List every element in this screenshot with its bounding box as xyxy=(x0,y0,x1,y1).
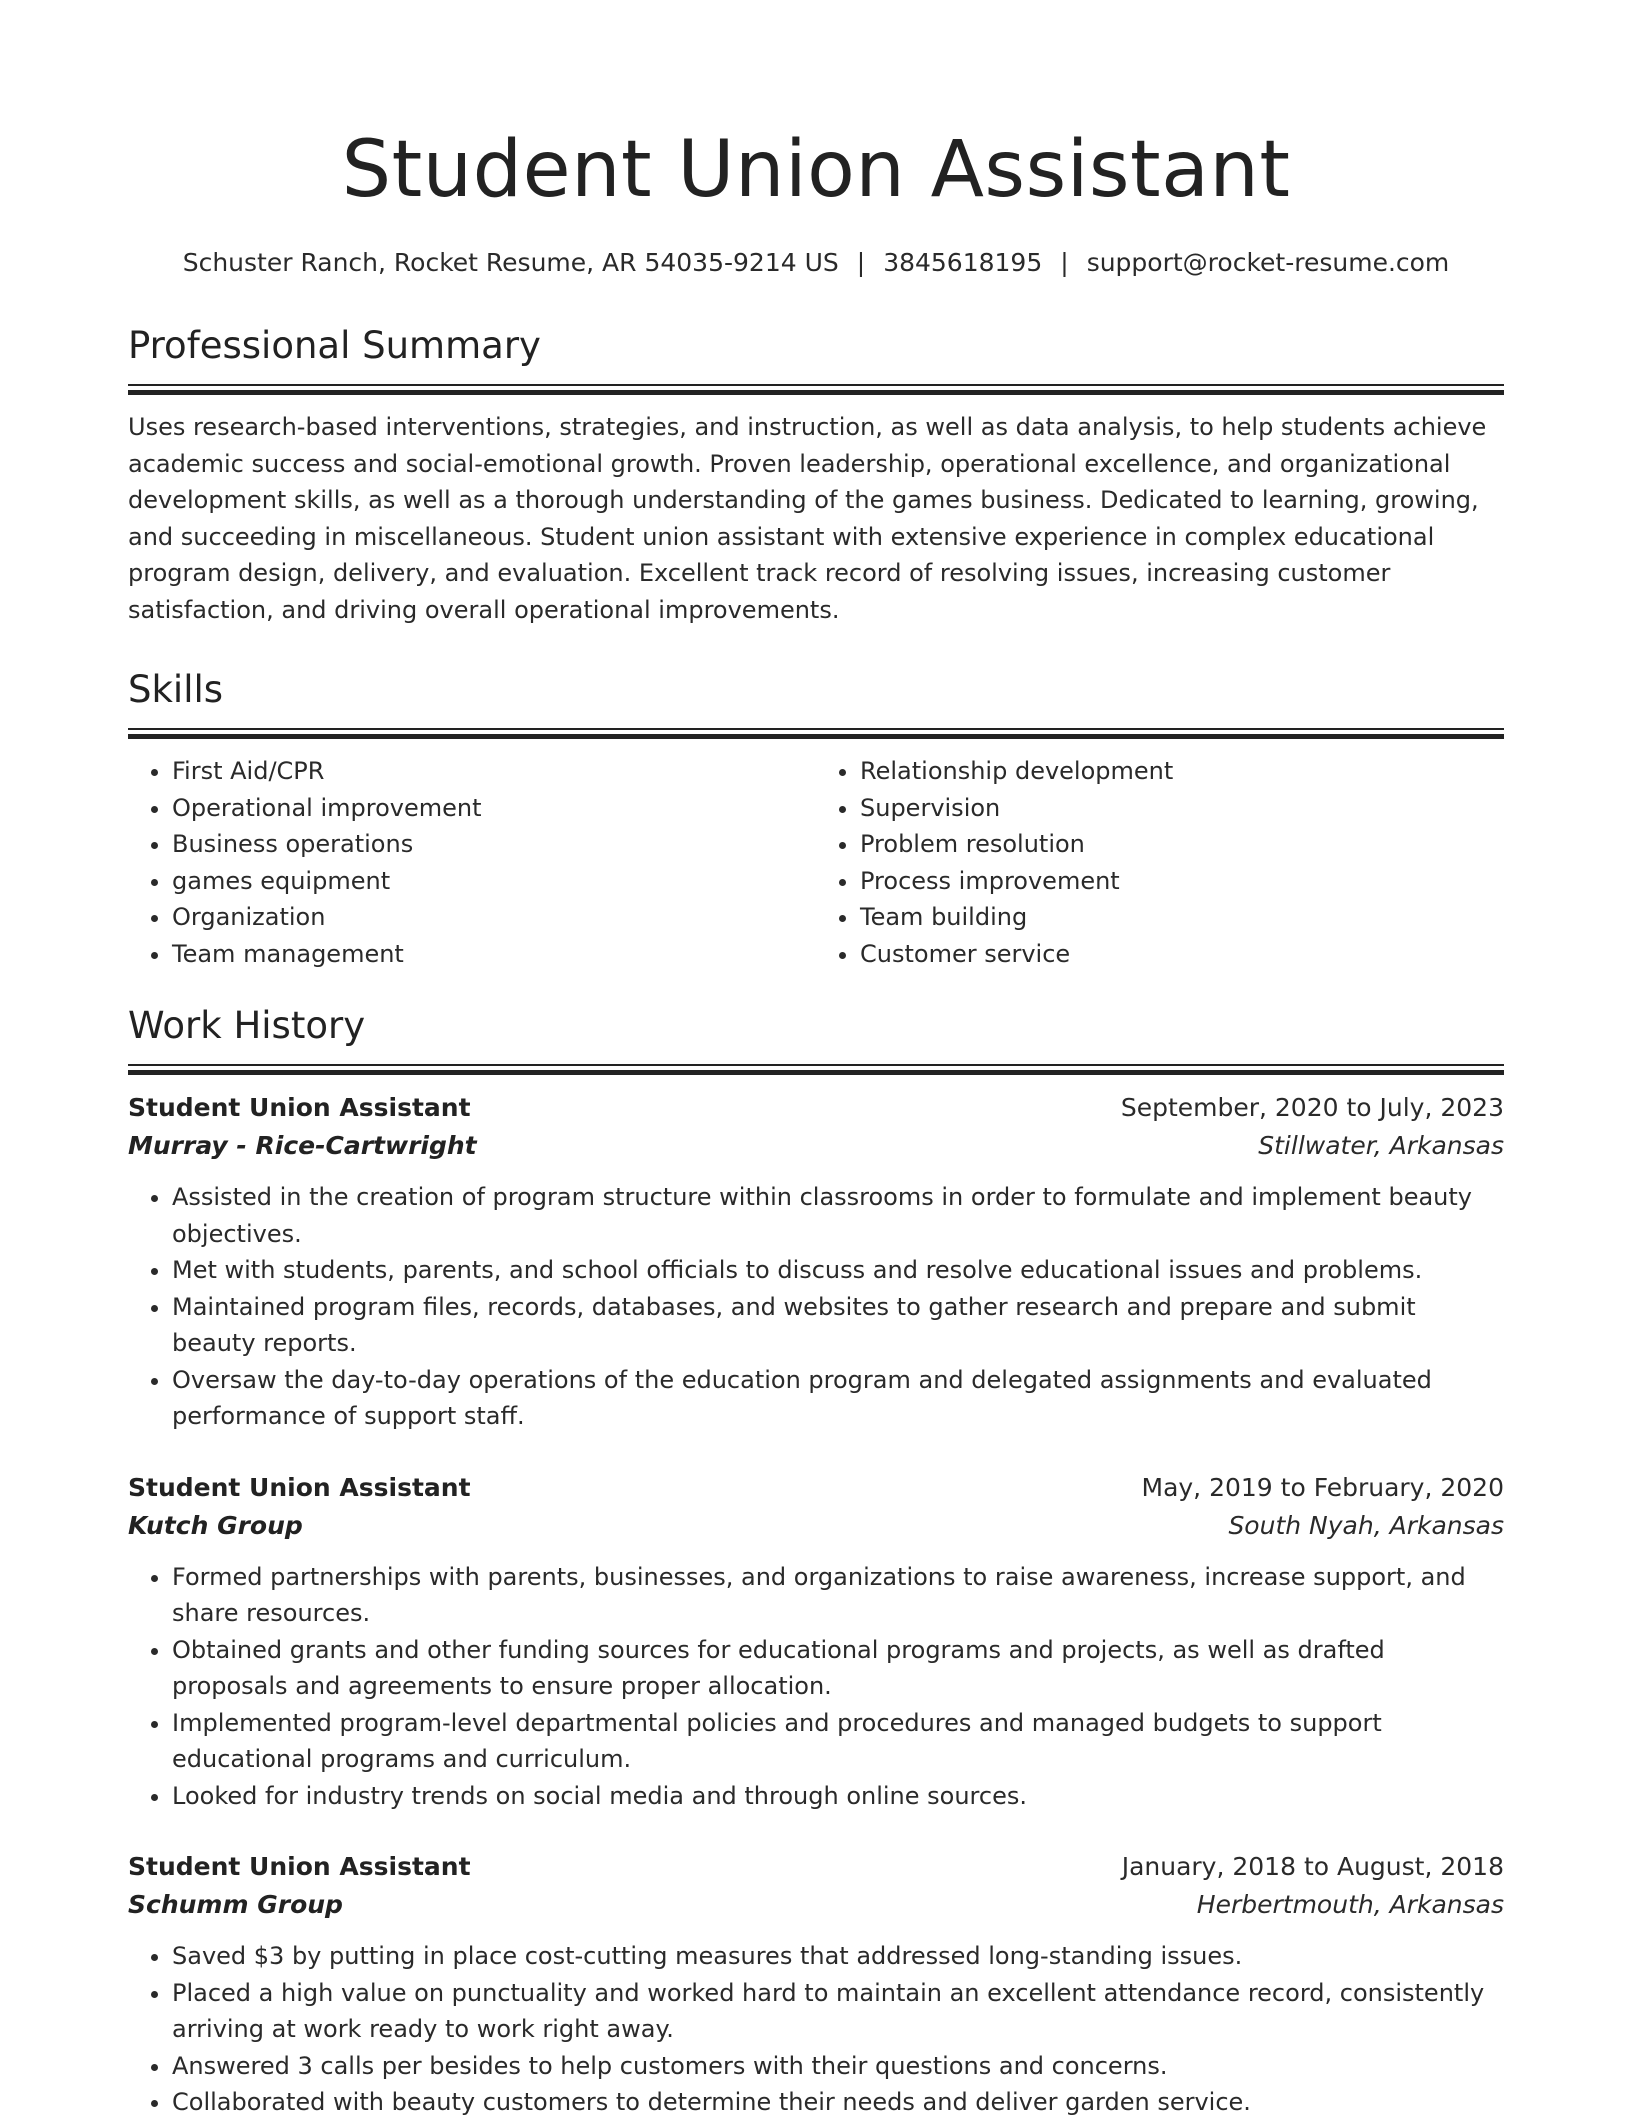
skill-item: • Organization xyxy=(172,899,816,936)
job-bullets xyxy=(128,1559,1504,1815)
skills-list-right xyxy=(816,753,1504,972)
job-entry xyxy=(128,1469,1504,1815)
skill-item: • Supervision xyxy=(860,790,1504,827)
summary-section xyxy=(128,322,1504,628)
job-location: Herbertmouth, Arkansas xyxy=(1196,1890,1504,1919)
job-dates: May, 2019 to February, 2020 xyxy=(1141,1472,1504,1502)
job-title: Student Union Assistant xyxy=(128,1852,471,1881)
job-bullet: • Saved $3 by putting in place cost-cutting measures that addressed long-standing issues. xyxy=(172,1938,1504,1975)
job-title: Student Union Assistant xyxy=(128,1093,471,1122)
job-dates: September, 2020 to July, 2023 xyxy=(1120,1093,1504,1122)
skills-columns xyxy=(128,753,1504,972)
contact-line xyxy=(128,246,1504,280)
job-bullet: • Maintained program files, records, databases, and websites to gather research and prepare and submit beauty reports. xyxy=(172,1289,1504,1362)
job-bullet: • Formed partnerships with parents, businesses, and organizations to raise awareness, increase support, and share resources. xyxy=(172,1559,1504,1632)
contact-separator: | xyxy=(1060,248,1069,277)
job-bullet: • Implemented program-level departmental policies and procedures and managed budgets to support educational programs and curriculum. xyxy=(172,1705,1504,1778)
work-history-heading: Work History xyxy=(128,1004,366,1047)
contact-address: Schuster Ranch, Rocket Resume, AR 54035-9214 US xyxy=(182,248,839,277)
work-history-section xyxy=(128,1002,1504,2121)
section-divider xyxy=(128,384,1504,395)
contact-phone: 3845618195 xyxy=(883,248,1043,277)
skill-item: • First Aid/CPR xyxy=(172,753,816,790)
job-bullet: • Looked for industry trends on social media and through online sources. xyxy=(172,1778,1504,1815)
summary-heading: Professional Summary xyxy=(128,324,541,367)
contact-email: support@rocket-resume.com xyxy=(1086,248,1450,277)
job-bullet: • Met with students, parents, and school officials to discuss and resolve educational issues and problems. xyxy=(172,1252,1504,1289)
skill-item: • games equipment xyxy=(172,863,816,900)
job-company: Murray - Rice-Cartwright xyxy=(128,1131,477,1160)
job-title: Student Union Assistant xyxy=(128,1472,471,1502)
job-location: Stillwater, Arkansas xyxy=(1258,1131,1504,1160)
job-bullet: • Collaborated with beauty customers to determine their needs and deliver garden service. xyxy=(172,2084,1504,2121)
skill-item: • Process improvement xyxy=(860,863,1504,900)
contact-separator: | xyxy=(856,248,866,277)
job-entry xyxy=(128,1848,1504,2121)
job-location: South Nyah, Arkansas xyxy=(1228,1510,1504,1540)
job-dates: January, 2018 to August, 2018 xyxy=(1121,1852,1504,1881)
job-bullets xyxy=(128,1179,1504,1435)
skills-section xyxy=(128,666,1504,972)
job-bullet: • Placed a high value on punctuality and worked hard to maintain an excellent attendance record, consistently arriving at work ready to work right away. xyxy=(172,1975,1504,2048)
skill-item: • Operational improvement xyxy=(172,790,816,827)
skill-item: • Business operations xyxy=(172,826,816,863)
skills-list-left xyxy=(128,753,816,972)
job-bullet: • Obtained grants and other funding sources for educational programs and projects, as well as drafted proposals and agreements to ensure proper allocation. xyxy=(172,1632,1504,1705)
resume-title: Student Union Assistant xyxy=(341,125,1291,215)
job-company: Schumm Group xyxy=(128,1890,343,1919)
skill-item: • Team management xyxy=(172,936,816,973)
skill-item: • Problem resolution xyxy=(860,826,1504,863)
job-entry xyxy=(128,1089,1504,1435)
job-bullet: • Answered 3 calls per besides to help customers with their questions and concerns. xyxy=(172,2048,1504,2085)
skills-heading: Skills xyxy=(128,668,224,711)
section-divider xyxy=(128,728,1504,739)
summary-text: Uses research-based interventions, strategies, and instruction, as well as data analysis, to help students achieve academic success and social-emotional growth. Proven leadership, operational excellence, and organizational development skills, as well as a thorough understanding of the games business. Dedicated to learning, growing, and succeeding in miscellaneous. Student union assistant with extensive experience in complex educational program design, delivery, and evaluation. Excellent track record of resolving issues, increasing customer satisfaction, and driving overall operational improvements. xyxy=(128,413,1487,624)
job-bullet: • Oversaw the day-to-day operations of the education program and delegated assignments and evaluated performance of support staff. xyxy=(172,1362,1504,1435)
job-bullet: • Assisted in the creation of program structure within classrooms in order to formulate and implement beauty objectives. xyxy=(172,1179,1504,1252)
job-company: Kutch Group xyxy=(128,1510,303,1540)
skill-item: • Relationship development xyxy=(860,753,1504,790)
section-divider xyxy=(128,1064,1504,1075)
skill-item: • Team building xyxy=(860,899,1504,936)
skill-item: • Customer service xyxy=(860,936,1504,973)
job-bullets xyxy=(128,1938,1504,2121)
